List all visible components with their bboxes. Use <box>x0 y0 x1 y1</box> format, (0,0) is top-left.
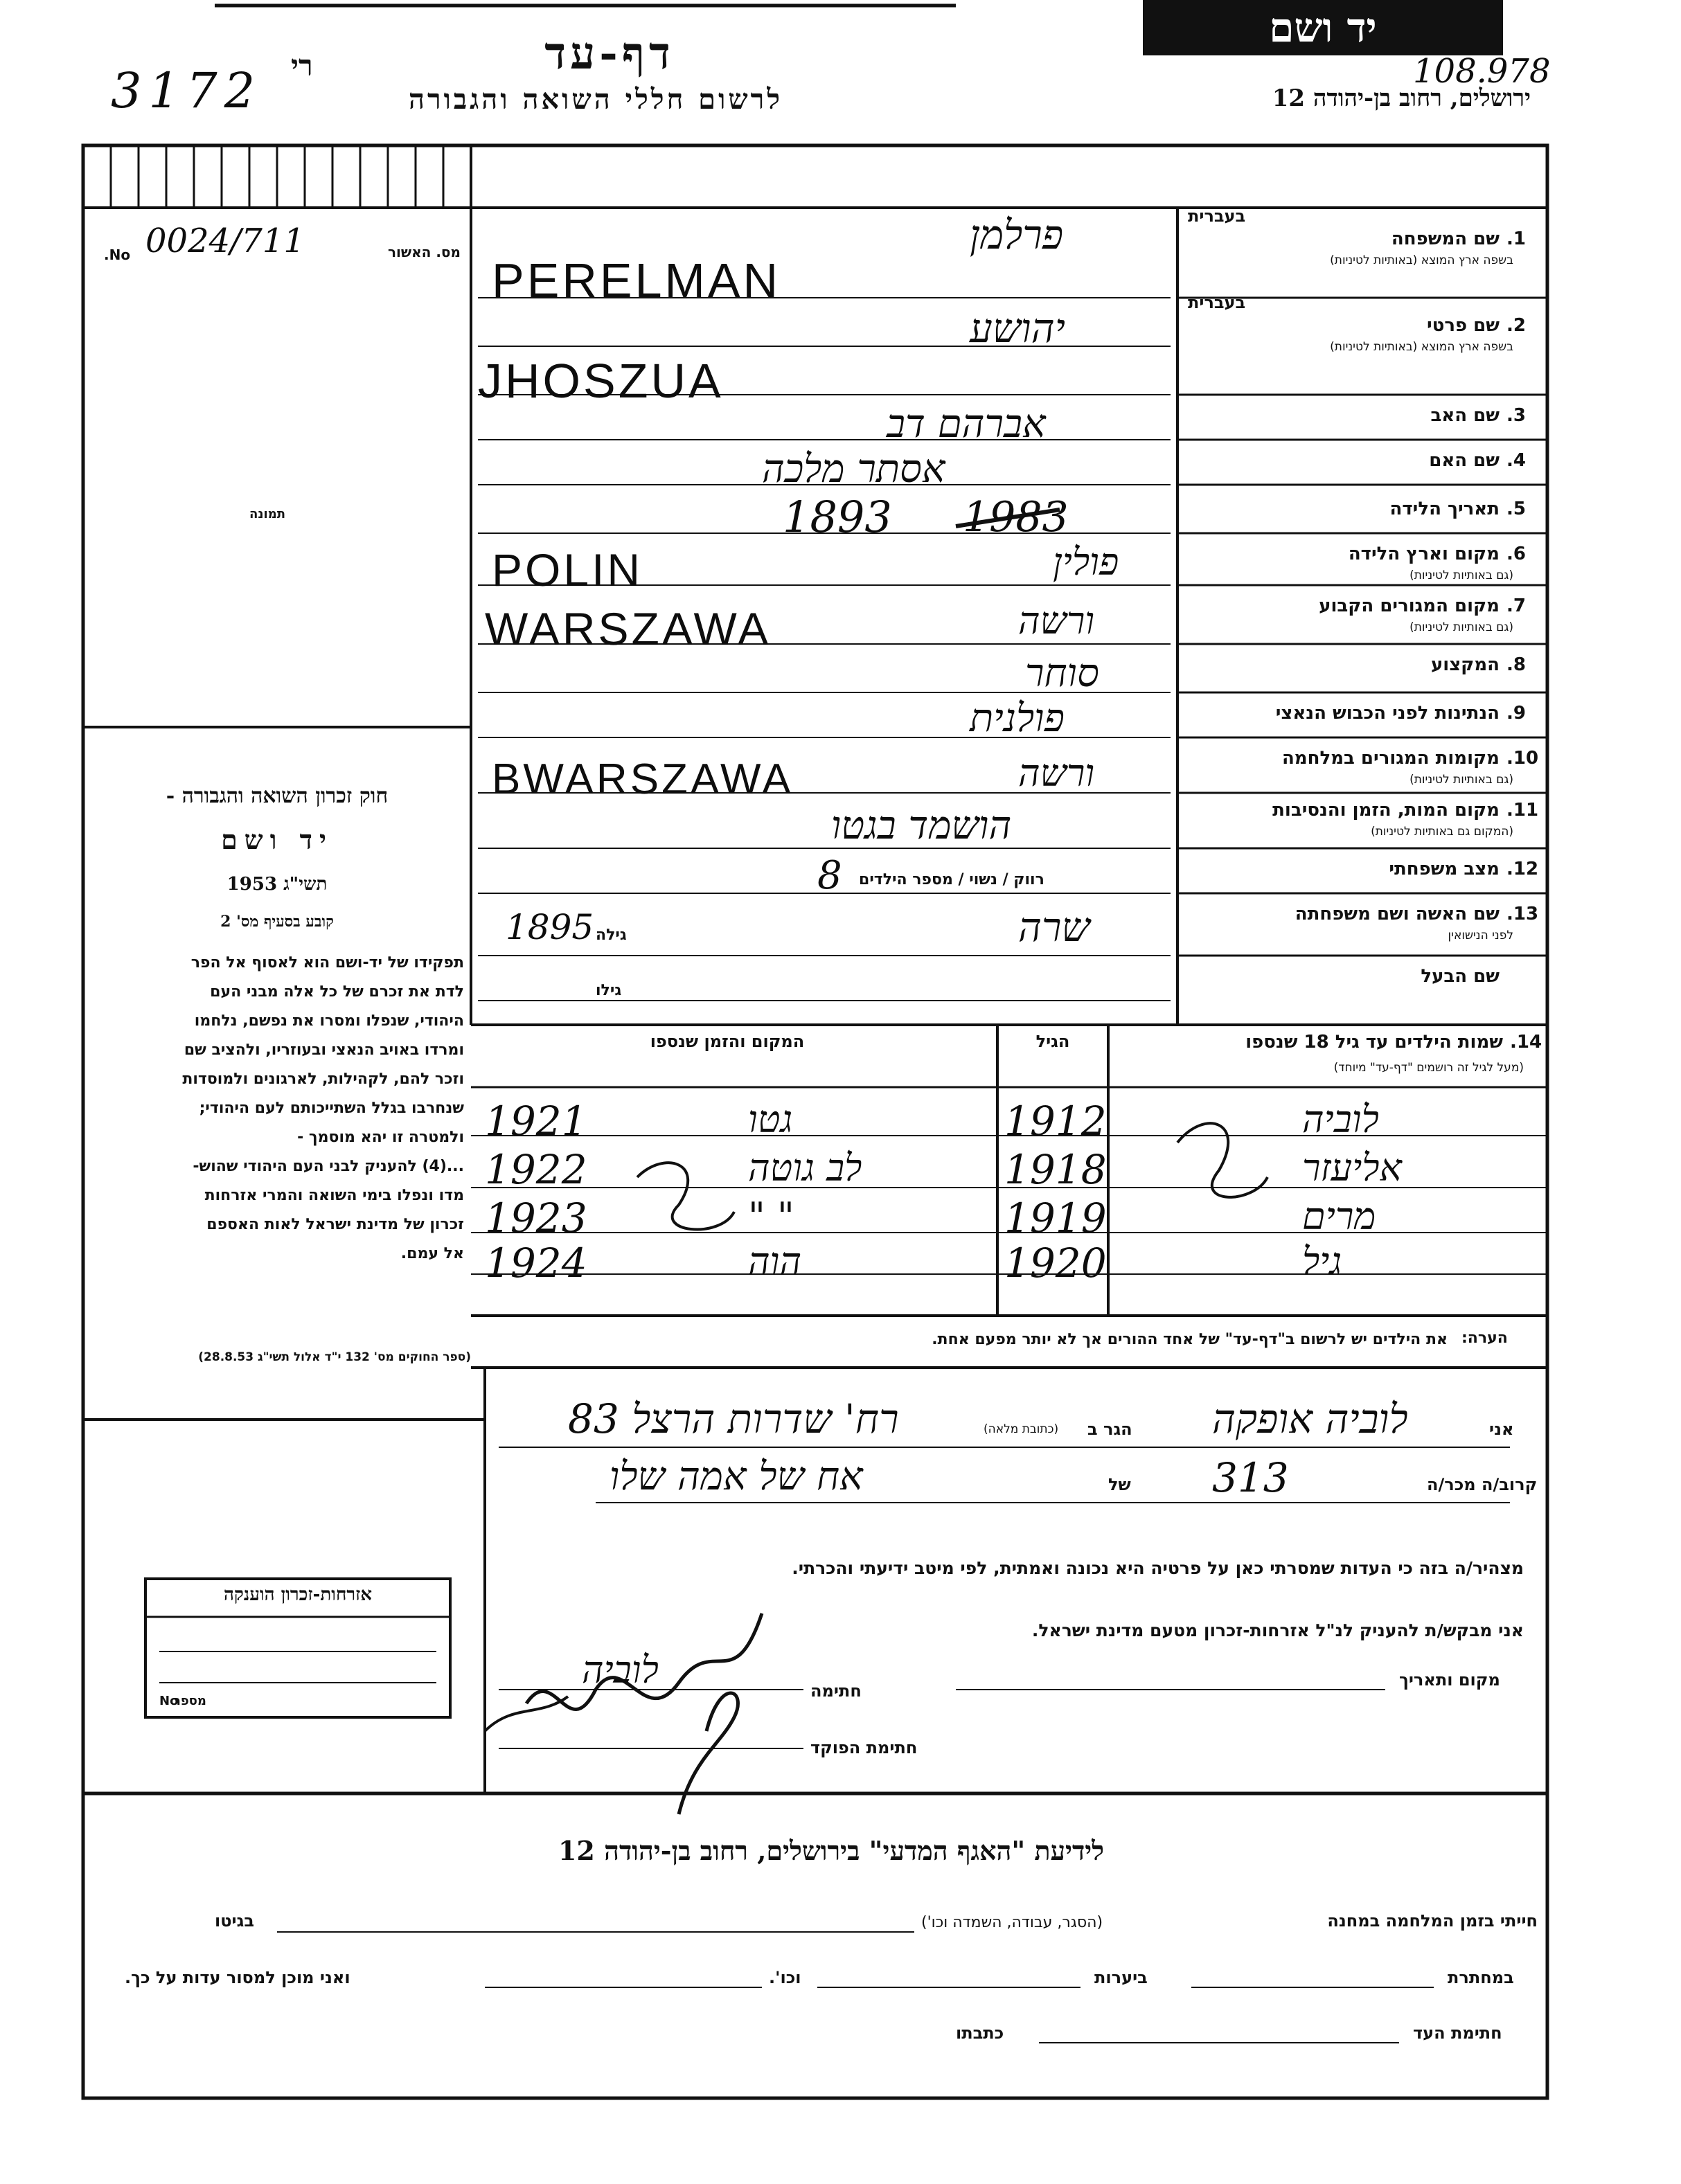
field-label: שם האם <box>1429 450 1500 471</box>
law-text-line: מדו ונפלו בימי השואה והמרי אזרחות <box>204 1187 464 1204</box>
law-year: תשי"ג 1953 <box>226 874 328 895</box>
citizenship-number-label: מספר <box>173 1694 206 1708</box>
given-name-latin: JHOSZUA <box>478 354 724 408</box>
child-birth-year: 1919 <box>1004 1194 1107 1242</box>
law-org: יד ושם <box>221 824 333 855</box>
field-label: המקצוע <box>1430 654 1500 675</box>
father-name: אברהם דב <box>887 402 1046 447</box>
field-number: 5. <box>1506 499 1526 519</box>
footer-line2-label: במחתרת <box>1448 1968 1514 1987</box>
wife-age-label: גילה <box>596 927 627 944</box>
child-name: לוביה <box>1302 1098 1379 1141</box>
witness-of-label: של <box>1108 1475 1131 1494</box>
child-death-place: גטו <box>748 1098 793 1141</box>
footer-line2-end: וכו'. <box>769 1968 801 1987</box>
note-text: את הילדים יש לרשום ב"דף-עד" של אחד ההורים אך לא יותר מפעם אחת. <box>932 1331 1448 1348</box>
child-death-place: הוה <box>748 1239 802 1283</box>
field-sub-label: (גם באותיות לטיניות) <box>1409 620 1513 634</box>
witness-address: רח' שדרות הרצל 83 <box>568 1395 899 1442</box>
officer-signature-label: חתימת הפוקד <box>810 1738 918 1757</box>
wife-name: שרה <box>1018 904 1090 951</box>
child-death-date: 1923 <box>485 1194 587 1242</box>
field-label: מקום המגורים הקבוע <box>1319 596 1500 616</box>
footer-line1-hint: (הסגר, עבודה, השמדה וכו') <box>921 1914 1103 1931</box>
children-col-place: המקום והזמן שנספו <box>650 1032 805 1051</box>
children-num: 14. <box>1510 1032 1542 1053</box>
child-birth-year: 1918 <box>1004 1146 1107 1193</box>
footer-title: לידיעת "האגף המדעי" בירושלים, רחוב בן-יהודה 12 <box>558 1835 1105 1866</box>
child-death-date: 1921 <box>485 1098 587 1145</box>
witness-declaration: מצהיר/ה בזה כי העדות שמסרתי כאן על פרטיה היא נכונה ואמתית, לפי מיטב ידיעתי והכרתי. <box>792 1558 1524 1578</box>
children-sub: (מעל לגיל זה רושמים "דף-עד" מיוחד) <box>1333 1061 1524 1075</box>
field-label: תאריך הלידה <box>1389 499 1500 519</box>
witness-relation-number: 313 <box>1212 1454 1289 1501</box>
field-label: מקום וארץ הלידה <box>1348 544 1500 564</box>
permit-value: 0024/711 <box>145 222 305 260</box>
law-text-line: וזכר להם, לקהילות, לארגונים ולמוסדות <box>182 1071 464 1088</box>
wartime-residence-latin: BWARSZAWA <box>492 755 794 803</box>
field-number: 7. <box>1506 596 1526 616</box>
handwritten-doc-number: 108.978 <box>1413 52 1551 91</box>
field-label: שם האשה ושם משפחתה <box>1295 904 1500 924</box>
header-address: ירושלים, רחוב בן-יהודה 12 <box>1272 84 1531 112</box>
field-number: 11. <box>1506 800 1539 821</box>
field-sub-label: לפני הנישואין <box>1448 929 1513 942</box>
birth-date: 1893 <box>783 492 892 542</box>
footer-line3-label: חתימת העד <box>1413 2023 1502 2043</box>
field-label: מקומות המגורים במלחמה <box>1281 748 1500 769</box>
law-section: קובע בסעיף מס' 2 <box>220 913 334 931</box>
field-number: 6. <box>1506 544 1526 564</box>
husband-age-label: גילו <box>596 982 622 999</box>
family-name-latin: PERELMAN <box>492 253 781 307</box>
field-label: שם המשפחה <box>1391 229 1500 249</box>
field-number: 1. <box>1506 229 1526 249</box>
child-death-place: " " <box>748 1194 794 1238</box>
field-label: שם הבעל <box>1421 966 1500 987</box>
law-text-line: לדת את זכרם של כל אלה מבני העם <box>210 983 464 1001</box>
field-sub-label: (המקום גם באותיות לטיניות) <box>1371 825 1513 839</box>
citizenship-title: אזרחות-זכרון הוענקה <box>223 1584 373 1605</box>
footer-line1-end: בגיטו <box>215 1911 254 1931</box>
birth-place-latin: POLIN <box>492 544 643 596</box>
children-col-age: הגיל <box>1035 1032 1070 1051</box>
law-text-line: תפקידו של יד-ושם הוא לאסוף אל הפר <box>190 954 464 972</box>
field-number: 8. <box>1506 654 1526 675</box>
permit-no-label: No. <box>104 247 131 263</box>
children-count: 8 <box>817 853 842 898</box>
footer-line2-tail: ואני מוכן למסור עדות על כך. <box>125 1968 350 1987</box>
field-sub-label: (גם באותיות לטיניות) <box>1409 569 1513 582</box>
witness-name: לוביה אופקה <box>1212 1395 1408 1442</box>
given-name-hebrew: יהושע <box>970 305 1065 352</box>
witness-relation: אח של אמה שלו <box>610 1454 863 1499</box>
place-date-label: מקום ותאריך <box>1399 1670 1500 1690</box>
page-title: דף-עד <box>544 28 675 80</box>
law-text-line: זכרון של מדינת ישראל לאות האספם <box>206 1216 464 1233</box>
profession: סוחר <box>1025 651 1099 696</box>
footer-line2-mid: ביערות <box>1094 1968 1148 1987</box>
child-name: מרים <box>1302 1194 1376 1238</box>
field-sub-label: בשפה ארץ המוצא (באותיות לטיניות) <box>1330 253 1513 267</box>
residence-hebrew: ורשה <box>1018 599 1095 643</box>
law-text-line: שנחרבו בגלל השתייכותם לעם היהודי; <box>199 1100 464 1117</box>
child-death-place: לב גוטה <box>748 1146 862 1190</box>
nationality: פולנית <box>970 696 1065 741</box>
hebrew-sub-label: בעברית <box>1188 293 1246 312</box>
law-text-line: ומרדו באויב הנאצי ובעוזריו, ולהציב שם <box>184 1041 464 1059</box>
witness-signature: לוביה <box>582 1648 659 1692</box>
field-number: 10. <box>1506 748 1539 769</box>
law-text-line: ...(4) להעניק לבני העם היהודי שהוש- <box>193 1158 464 1175</box>
mother-name: אסתר מלכה <box>762 447 945 492</box>
archive-mark: רי <box>291 48 313 82</box>
birth-place-hebrew: פולין <box>1053 540 1119 584</box>
witness-lives-label: הגר ב <box>1087 1420 1132 1439</box>
logo-block: יד ושם <box>1143 0 1503 55</box>
death-place: הושמד בגטו <box>831 803 1012 848</box>
child-name: אליעזר <box>1302 1146 1402 1190</box>
wartime-residence-hebrew: ורשה <box>1018 751 1095 795</box>
law-reference: (ספר החוקים מס' 132 י"ד אלול תשי"ג 28.8.53) <box>198 1350 471 1364</box>
child-birth-year: 1920 <box>1004 1239 1107 1287</box>
law-text-line: היהודי, שנפלו ומסרו את נפשם, נלחמו <box>194 1012 464 1030</box>
field-label: הנתינות לפני הכבוש הנאצי <box>1275 703 1500 724</box>
family-name-hebrew: פרלמן <box>970 211 1064 258</box>
page-subtitle: לרשום חללי השואה והגבורה <box>408 83 783 116</box>
family-status-inline-label: רווק / נשוי / מספר הילדים <box>859 871 1044 888</box>
law-text-line: אל עמם. <box>400 1245 464 1262</box>
field-label: שם האב <box>1430 405 1500 426</box>
hebrew-sub-label: בעברית <box>1188 206 1246 226</box>
child-death-date: 1922 <box>485 1146 587 1193</box>
photo-label: תמונה <box>249 507 286 521</box>
signature-label: חתימה <box>810 1681 862 1701</box>
residence-latin: WARSZAWA <box>485 603 772 654</box>
witness-i-label: אני <box>1489 1420 1514 1439</box>
child-death-date: 1924 <box>485 1239 587 1287</box>
note-label: הערה: <box>1461 1330 1508 1347</box>
field-number: 4. <box>1506 450 1526 471</box>
children-label: שמות הילדים עד גיל 18 שנספו <box>1245 1032 1503 1053</box>
field-label: מקום המות, הזמן והנסיבות <box>1272 800 1500 821</box>
law-title: חוק זכרון השואה והגבורה - <box>166 784 389 808</box>
citizenship-no-label: No <box>159 1694 179 1708</box>
field-number: 9. <box>1506 703 1526 724</box>
law-text-line: ולמטרה זו יהא מוסמך - <box>297 1129 464 1146</box>
wife-age: 1895 <box>506 907 594 947</box>
witness-relation-label: קרוב/ה מכר/ה <box>1427 1475 1538 1494</box>
archive-number: 3172 <box>111 62 263 119</box>
witness-address-label: (כתובת מלאה) <box>984 1422 1059 1436</box>
law-text <box>97 949 464 1269</box>
field-number: 2. <box>1506 315 1526 336</box>
permit-label: מס. האשור <box>388 244 461 260</box>
child-name: גיל <box>1302 1239 1342 1283</box>
witness-request: אני מבקש/ת להעניק לנ"ל אזרחות-זכרון מטעם מדינת ישראל. <box>1031 1620 1524 1640</box>
field-sub-label: בשפה ארץ המוצא (באותיות לטיניות) <box>1330 340 1513 354</box>
field-sub-label: (גם באותיות לטיניות) <box>1409 773 1513 787</box>
field-label: מצב משפחתי <box>1389 859 1500 879</box>
field-number: 3. <box>1506 405 1526 426</box>
footer-line3-end: כתבתו <box>956 2023 1004 2043</box>
child-birth-year: 1912 <box>1004 1098 1107 1145</box>
field-number: 12. <box>1506 859 1539 879</box>
footer-line1-label: חייתי בזמן המלחמה במחנה <box>1327 1911 1538 1931</box>
field-number: 13. <box>1506 904 1539 924</box>
field-label: שם פרטי <box>1427 315 1500 336</box>
birth-date-struck: 1983 <box>963 493 1069 541</box>
